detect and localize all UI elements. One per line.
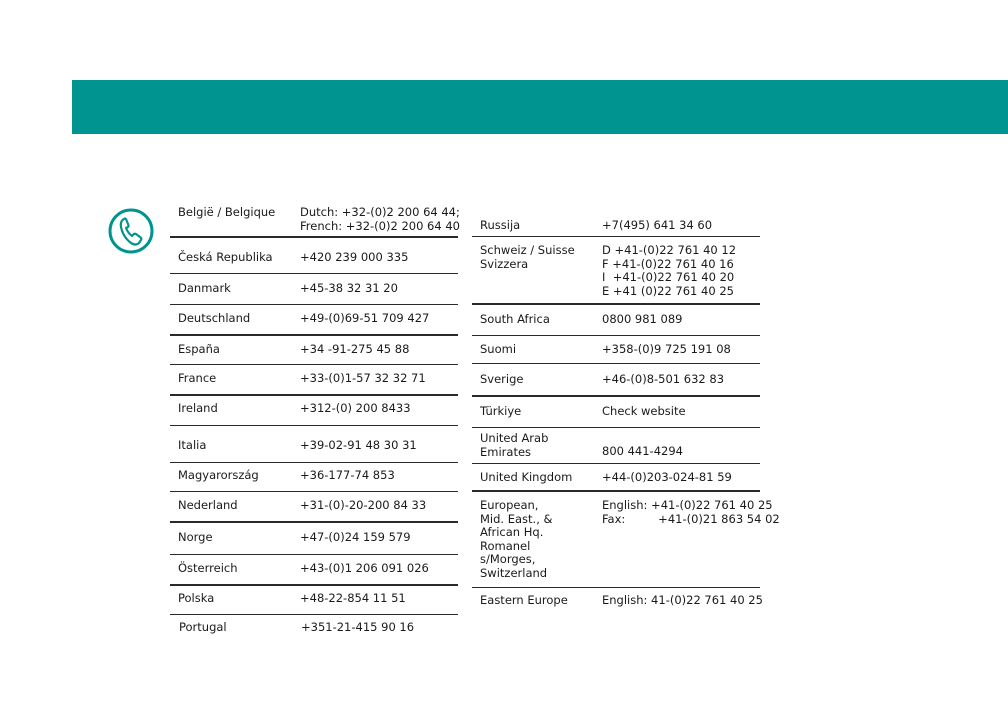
contact-list-right xyxy=(472,208,780,616)
list-item xyxy=(472,208,760,237)
country-name: Eastern Europe xyxy=(480,593,568,607)
list-item xyxy=(170,305,458,336)
country-name: Danmark xyxy=(178,281,231,295)
list-item xyxy=(472,305,760,336)
list-item xyxy=(472,428,760,464)
list-item xyxy=(170,274,458,305)
list-item xyxy=(170,199,458,238)
list-item xyxy=(170,336,458,365)
country-name: European, Mid. East., & African Hq. Romanel s/Morges, Switzerland xyxy=(480,498,553,580)
phone-number: +49-(0)69-51 709 427 xyxy=(300,311,430,325)
country-name: España xyxy=(178,342,220,356)
phone-number: +44-(0)203-024-81 59 xyxy=(602,470,732,484)
country-name: Nederland xyxy=(178,498,238,512)
phone-number: +312-(0) 200 8433 xyxy=(300,401,411,415)
country-name: Österreich xyxy=(178,561,238,575)
list-item xyxy=(472,336,760,364)
list-item xyxy=(170,426,458,463)
country-name: Sverige xyxy=(480,372,524,386)
phone-number: +46-(0)8-501 632 83 xyxy=(602,372,725,386)
phone-number: 0800 981 089 xyxy=(602,312,683,326)
list-item xyxy=(170,615,458,643)
list-item xyxy=(170,492,458,523)
phone-number: +33-(0)1-57 32 32 71 xyxy=(300,371,426,385)
country-name: Magyarország xyxy=(178,468,259,482)
country-name: United Kingdom xyxy=(480,470,573,484)
phone-number: +31-(0)-20-200 84 33 xyxy=(300,498,427,512)
country-name: Polska xyxy=(178,591,215,605)
country-name: Ireland xyxy=(178,401,218,415)
country-name: Portugal xyxy=(179,620,227,634)
country-name: Türkiye xyxy=(480,404,522,418)
phone-number: +39-02-91 48 30 31 xyxy=(300,438,417,452)
phone-number: +7(495) 641 34 60 xyxy=(602,218,713,232)
list-item xyxy=(472,588,763,616)
phone-number: +48-22-854 11 51 xyxy=(300,591,406,605)
phone-number: Dutch: +32-(0)2 200 64 44; French: +32-(0)2 200 64 40 xyxy=(300,205,460,233)
list-item xyxy=(170,586,458,615)
phone-number: English: +41-(0)22 761 40 25 Fax: +41-(0)21 863 54 02 xyxy=(602,498,780,526)
country-name: Česká Republika xyxy=(178,250,273,264)
country-name: Italia xyxy=(178,438,207,452)
list-item xyxy=(472,397,760,428)
country-name: Suomi xyxy=(480,342,517,356)
phone-number: 800 441-4294 xyxy=(602,444,683,458)
country-name: South Africa xyxy=(480,312,550,326)
header-banner xyxy=(72,80,1008,134)
list-item xyxy=(170,396,458,426)
list-item xyxy=(170,555,458,586)
country-name: Schweiz / Suisse Svizzera xyxy=(480,243,575,271)
list-item xyxy=(170,463,458,492)
list-item xyxy=(472,237,760,305)
country-name: België / Belgique xyxy=(178,205,276,219)
country-name: Deutschland xyxy=(178,311,251,325)
phone-number: Check website xyxy=(602,404,686,418)
phone-number: D +41-(0)22 761 40 12 F +41-(0)22 761 40 16 I +41-(0)22 761 40 20 E +41 (0)22 761 40 25 xyxy=(602,243,737,298)
phone-number: +34 -91-275 45 88 xyxy=(300,342,410,356)
phone-number: +47-(0)24 159 579 xyxy=(300,530,411,544)
country-name: Russija xyxy=(480,218,521,232)
contact-list-left xyxy=(170,199,458,643)
phone-number: +36-177-74 853 xyxy=(300,468,395,482)
country-name: France xyxy=(178,371,217,385)
list-item xyxy=(170,238,458,274)
list-item xyxy=(170,365,458,396)
phone-number: +43-(0)1 206 091 026 xyxy=(300,561,429,575)
phone-number: +420 239 000 335 xyxy=(300,250,409,264)
country-name: United Arab Emirates xyxy=(480,431,549,459)
list-item xyxy=(472,364,760,397)
list-item xyxy=(472,492,780,588)
phone-number: English: 41-(0)22 761 40 25 xyxy=(602,593,763,607)
list-item xyxy=(472,464,760,492)
phone-number: +358-(0)9 725 191 08 xyxy=(602,342,731,356)
phone-number: +351-21-415 90 16 xyxy=(301,620,415,634)
list-item xyxy=(170,523,458,555)
phone-icon xyxy=(107,207,155,255)
phone-number: +45-38 32 31 20 xyxy=(300,281,398,295)
country-name: Norge xyxy=(178,530,213,544)
